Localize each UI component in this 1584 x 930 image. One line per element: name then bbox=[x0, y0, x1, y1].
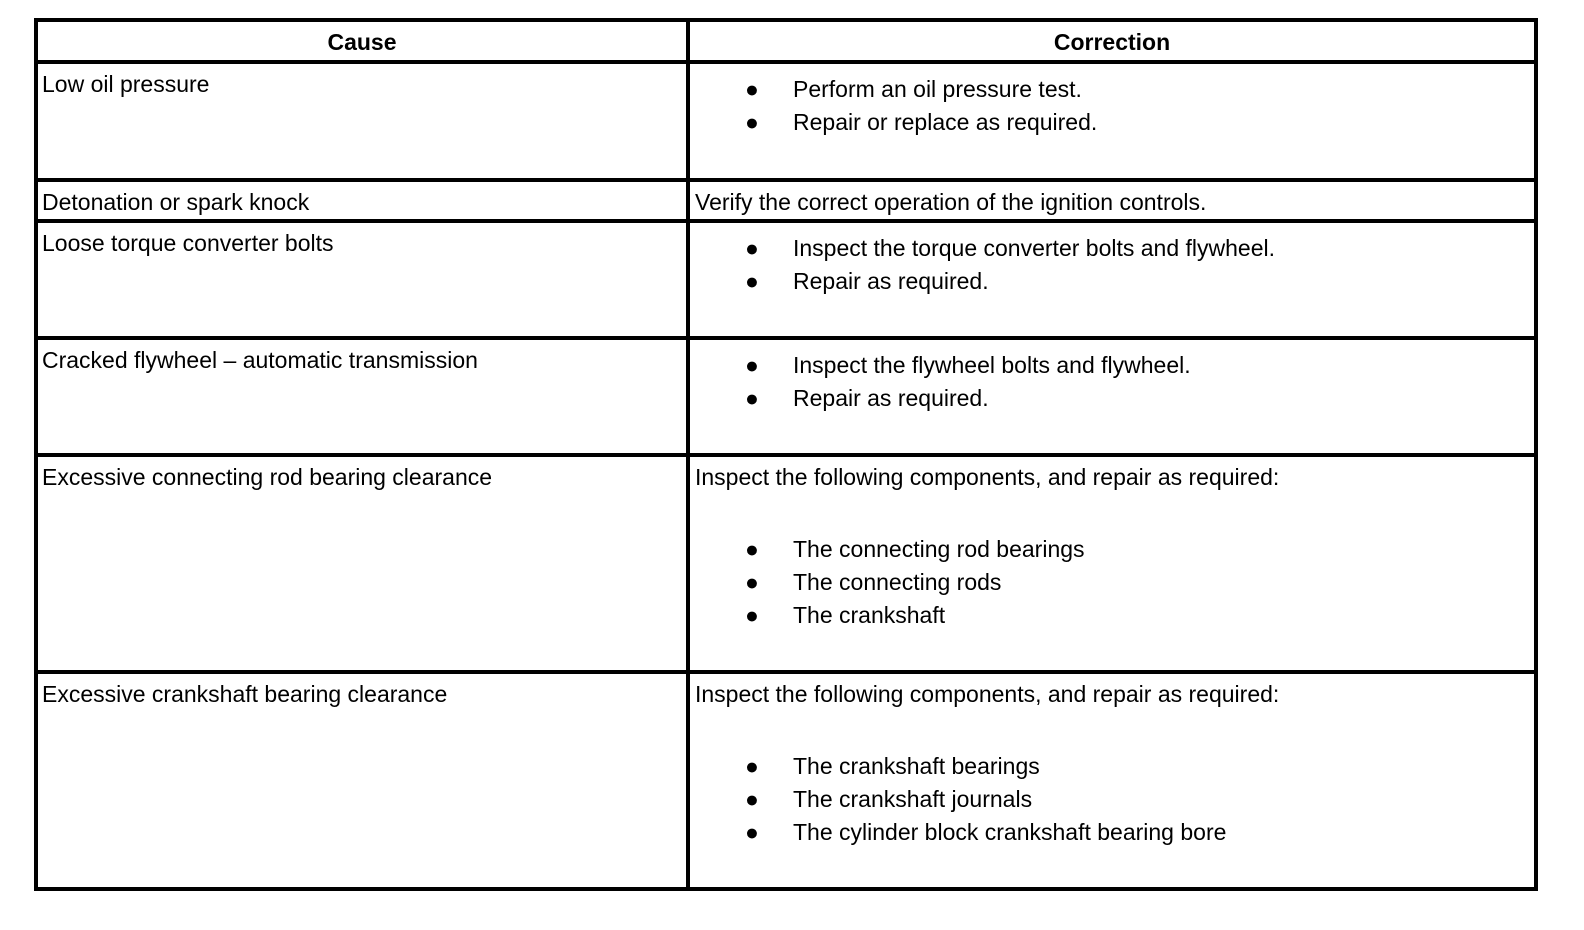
list-item bbox=[690, 599, 1534, 632]
list-item bbox=[690, 783, 1534, 816]
bullet-text: Repair as required. bbox=[793, 268, 989, 294]
cause-cell bbox=[36, 180, 688, 221]
bullet-icon: ● bbox=[745, 235, 759, 261]
diagnosis-table bbox=[34, 18, 1538, 891]
table-row bbox=[36, 672, 1536, 889]
list-item bbox=[690, 382, 1534, 415]
bullet-list bbox=[690, 64, 1534, 139]
cause-cell bbox=[36, 221, 688, 338]
cause-text: Detonation or spark knock bbox=[42, 189, 310, 215]
bullet-text: The crankshaft bearings bbox=[793, 753, 1040, 779]
bullet-text: The crankshaft journals bbox=[793, 786, 1033, 812]
bullet-icon: ● bbox=[745, 569, 759, 595]
cause-text: Excessive connecting rod bearing clearance bbox=[42, 464, 493, 490]
bullet-icon: ● bbox=[745, 753, 759, 779]
bullet-list bbox=[690, 750, 1534, 849]
spacer bbox=[690, 494, 1534, 533]
cause-text: Excessive crankshaft bearing clearance bbox=[42, 681, 448, 707]
cause-text: Cracked flywheel – automatic transmission bbox=[42, 347, 478, 373]
bullet-list bbox=[690, 533, 1534, 632]
correction-text: Verify the correct operation of the ignition controls. bbox=[695, 189, 1207, 215]
bullet-text: Inspect the flywheel bolts and flywheel. bbox=[793, 352, 1191, 378]
table-row bbox=[36, 180, 1536, 221]
cause-cell bbox=[36, 672, 688, 889]
column-header-cause: Cause bbox=[36, 20, 688, 62]
correction-cell bbox=[688, 221, 1536, 338]
bullet-text: Perform an oil pressure test. bbox=[793, 76, 1082, 102]
list-item bbox=[690, 816, 1534, 849]
correction-intro-text: Inspect the following components, and repair as required: bbox=[695, 681, 1280, 707]
list-item bbox=[690, 73, 1534, 106]
table-row bbox=[36, 455, 1536, 672]
bullet-text: Repair or replace as required. bbox=[793, 109, 1098, 135]
bullet-text: The connecting rod bearings bbox=[793, 536, 1085, 562]
bullet-text: Repair as required. bbox=[793, 385, 989, 411]
correction-cell bbox=[688, 338, 1536, 455]
correction-cell bbox=[688, 672, 1536, 889]
cause-text: Low oil pressure bbox=[42, 71, 210, 97]
correction-cell bbox=[688, 180, 1536, 221]
bullet-icon: ● bbox=[745, 786, 759, 812]
bullet-text: Inspect the torque converter bolts and flywheel. bbox=[793, 235, 1276, 261]
bullet-list bbox=[690, 223, 1534, 298]
spacer bbox=[690, 711, 1534, 750]
table-row bbox=[36, 221, 1536, 338]
bullet-text: The crankshaft bbox=[793, 602, 946, 628]
list-item bbox=[690, 265, 1534, 298]
bullet-list bbox=[690, 340, 1534, 415]
bullet-icon: ● bbox=[745, 268, 759, 294]
table-row bbox=[36, 62, 1536, 180]
list-item bbox=[690, 232, 1534, 265]
bullet-icon: ● bbox=[745, 385, 759, 411]
correction-intro-text: Inspect the following components, and repair as required: bbox=[695, 464, 1280, 490]
list-item bbox=[690, 533, 1534, 566]
bullet-text: The cylinder block crankshaft bearing bore bbox=[793, 819, 1227, 845]
cause-cell bbox=[36, 338, 688, 455]
bullet-text: The connecting rods bbox=[793, 569, 1002, 595]
bullet-icon: ● bbox=[745, 109, 759, 135]
table-header-row bbox=[36, 20, 1536, 62]
list-item bbox=[690, 750, 1534, 783]
list-item bbox=[690, 106, 1534, 139]
bullet-icon: ● bbox=[745, 76, 759, 102]
correction-cell bbox=[688, 455, 1536, 672]
table-row bbox=[36, 338, 1536, 455]
list-item bbox=[690, 566, 1534, 599]
correction-cell bbox=[688, 62, 1536, 180]
list-item bbox=[690, 349, 1534, 382]
bullet-icon: ● bbox=[745, 602, 759, 628]
column-header-correction: Correction bbox=[688, 20, 1536, 62]
bullet-icon: ● bbox=[745, 536, 759, 562]
cause-cell bbox=[36, 455, 688, 672]
cause-text: Loose torque converter bolts bbox=[42, 230, 334, 256]
bullet-icon: ● bbox=[745, 352, 759, 378]
bullet-icon: ● bbox=[745, 819, 759, 845]
cause-cell bbox=[36, 62, 688, 180]
